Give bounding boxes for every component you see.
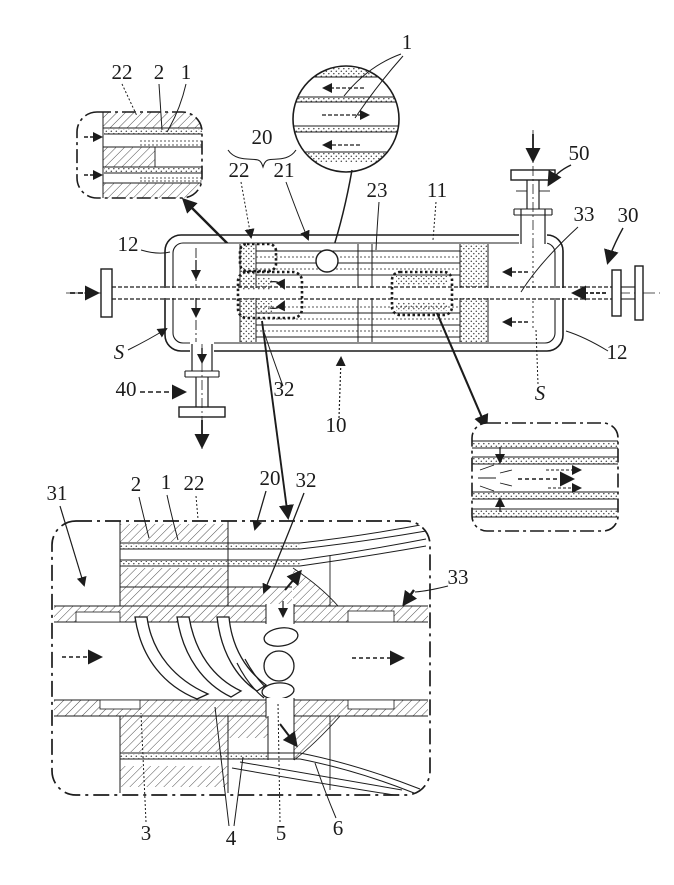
label-5-bottom: 5 (275, 821, 287, 845)
label-12-left: 12 (117, 232, 139, 256)
detail-view-top-left (77, 60, 254, 270)
label-3-bottom: 3 (140, 821, 152, 845)
label-20-bottom: 20 (259, 466, 281, 490)
nozzle-slot-bottom (266, 698, 294, 718)
wall-notch-left-lower (100, 700, 140, 709)
label-22-detail-tl: 22 (111, 60, 133, 84)
inlet-pipe-50 (511, 130, 555, 250)
detail-view-right (472, 423, 618, 531)
detail-bottom-section (52, 521, 430, 795)
label-6-bottom: 6 (332, 816, 344, 840)
label-s-left: S (113, 340, 125, 364)
outer-layer-hatch-top (103, 112, 202, 128)
label-1-detail-tl: 1 (180, 60, 192, 84)
sensor-port-circle (316, 250, 338, 272)
shaft-flange-right-2 (635, 266, 643, 320)
upper-casing-hatch-3 (120, 587, 228, 606)
wall-tab-right (348, 611, 394, 622)
label-2-detail-tl: 2 (153, 60, 165, 84)
detail-view-circle (290, 30, 412, 252)
lower-casing-hatch-3 (120, 766, 228, 787)
label-20-main: 20 (251, 125, 273, 149)
tube-wall-stipple (104, 129, 202, 134)
label-33-main: 33 (573, 202, 595, 226)
leader-30-main (608, 228, 623, 262)
nozzle-slot-top (266, 604, 294, 624)
leader-12-right (566, 331, 608, 351)
core-layer-hatch (103, 147, 155, 167)
shaft-body (112, 288, 612, 298)
label-32-bottom: 32 (295, 468, 317, 492)
label-50-main: 50 (568, 141, 590, 165)
label-12-right: 12 (606, 340, 628, 364)
label-40-main: 40 (115, 377, 137, 401)
detail-view-bottom (47, 466, 469, 850)
label-1-circle: 1 (401, 30, 413, 54)
tube-wall-stipple-2 (104, 168, 202, 173)
shaft-flange-right-1 (612, 270, 621, 316)
label-31-bottom: 31 (46, 481, 68, 505)
shaft-flange-left (101, 269, 112, 317)
leader-22-bottom (196, 496, 198, 519)
leader-22-main (241, 182, 251, 237)
detail-circle-section (290, 66, 402, 172)
outlet-pipe-40 (179, 342, 225, 452)
label-22-main: 22 (228, 158, 250, 182)
lower-casing-hatch-1 (120, 716, 228, 752)
magnify-leader-circle (332, 170, 352, 252)
upper-casing-hatch-2 (120, 568, 228, 587)
label-32-main: 32 (273, 377, 295, 401)
leader-10-main (339, 358, 341, 418)
label-30-main: 30 (617, 203, 639, 227)
label-22-bottom: 22 (183, 471, 205, 495)
label-11-main: 11 (426, 178, 448, 202)
wall-tab-right-lower (348, 700, 394, 709)
outer-layer-hatch-bottom (103, 183, 202, 198)
leader-s-left (128, 329, 166, 350)
droplet-2 (264, 651, 294, 681)
label-23-main: 23 (366, 178, 388, 202)
label-1-bottom: 1 (160, 470, 172, 494)
label-4-bottom: 4 (225, 826, 237, 850)
label-10-main: 10 (325, 413, 347, 437)
wall-notch-left (76, 612, 120, 622)
label-33-bottom: 33 (447, 565, 469, 589)
label-s-right: S (534, 381, 546, 405)
leader-21-main (286, 182, 308, 239)
detail-right-section (472, 423, 618, 531)
label-2-bottom: 2 (130, 472, 142, 496)
label-21-main: 21 (273, 158, 295, 182)
detail-top-left-section (77, 112, 202, 198)
